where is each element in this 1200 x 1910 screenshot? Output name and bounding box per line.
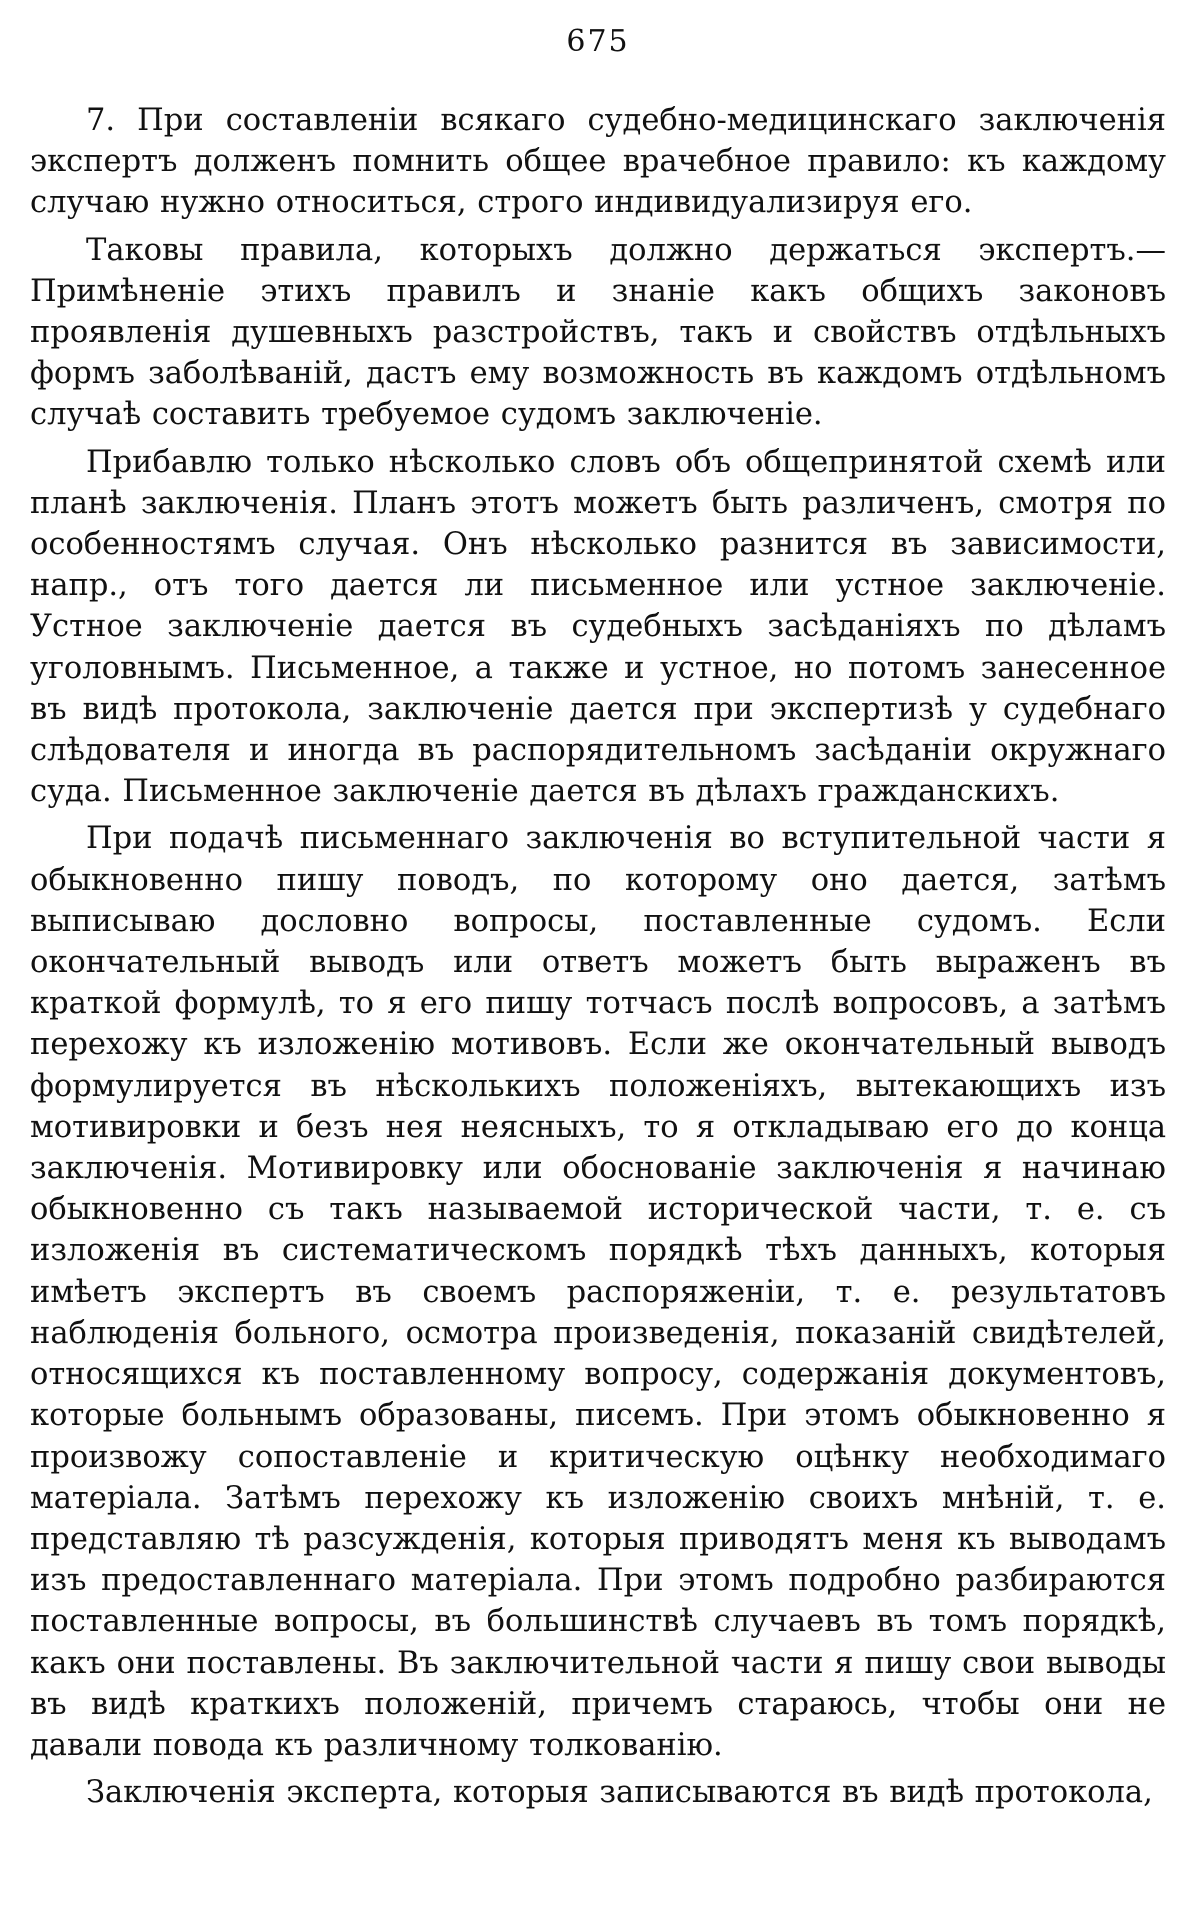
- paragraph-conclusion-plan: Прибавлю только нѣсколько словъ объ общепринятой схемѣ или планѣ заключенія. Планъ этотъ можетъ быть различенъ, смотря по особенностямъ случая. Онъ нѣсколько разнится въ зависимости, напр., отъ того дается ли письменное или устное заключеніе. Устное заключеніе дается въ судебныхъ засѣданіяхъ по дѣламъ уголовнымъ. Письменное, а также и устное, но потомъ занесенное въ видѣ протокола, заключеніе дается при экспертизѣ у судебнаго слѣдователя и иногда въ распорядительномъ засѣданіи окружнаго суда. Письменное заключеніе дается въ дѣлахъ гражданскихъ.: [30, 444, 1166, 810]
- paragraph-protocol-conclusions: Заключенія эксперта, которыя записываются въ видѣ протокола,: [86, 1775, 1153, 1811]
- paragraph-rules-summary: Таковы правила, которыхъ должно держаться экспертъ.— Примѣненіе этихъ правилъ и знаніе какъ общихъ законовъ проявленія душевныхъ разстройствъ, такъ и свойствъ отдѣльныхъ формъ заболѣваній, дастъ ему возможность въ каждомъ отдѣльномъ случаѣ составить требуемое судомъ заключеніе.: [30, 232, 1166, 433]
- page-number: 675: [566, 24, 630, 59]
- paragraph-rule-seven: 7. При составленіи всякаго судебно-медицинскаго заключенія экспертъ долженъ помнить общее врачебное правило: къ каждому случаю нужно относиться, строго индивидуализируя его.: [30, 103, 1166, 221]
- paragraph-written-conclusion: При подачѣ письменнаго заключенія во вступительной части я обыкновенно пишу поводъ, по которому оно дается, затѣмъ выписываю дословно вопросы, поставленные судомъ. Если окончательный выводъ или ответъ можетъ быть выраженъ въ краткой формулѣ, то я его пишу тотчасъ послѣ вопросовъ, а затѣмъ перехожу къ изложенію мотивовъ. Если же окончательный выводъ формулируется въ нѣсколькихъ положеніяхъ, вытекающихъ изъ мотивировки и безъ нея неясныхъ, то я откладываю его до конца заключенія. Мотивировку или обоснованіе заключенія я начинаю обыкновенно съ такъ называемой исторической части, т. е. съ изложенія въ систематическомъ порядкѣ тѣхъ данныхъ, которыя имѣетъ экспертъ въ своемъ распоряженіи, т. е. результатовъ наблюденія больного, осмотра произведенія, показаній свидѣтелей, относящихся къ поставленному вопросу, содержанія документовъ, которые больнымъ образованы, писемъ. При этомъ обыкновенно я произвожу сопоставленіе и критическую оцѣнку необходимаго матеріала. Затѣмъ перехожу къ изложенію своихъ мнѣній, т. е. представляю тѣ разсужденія, которыя приводятъ меня къ выводамъ изъ предоставленнаго матеріала. При этомъ подробно разбираются поставленные вопросы, въ большинствѣ случаевъ въ томъ порядкѣ, какъ они поставлены. Въ заключительной части я пишу свои выводы въ видѣ краткихъ положеній, причемъ стараюсь, чтобы они не давали повода къ различному толкованію.: [30, 821, 1166, 1763]
